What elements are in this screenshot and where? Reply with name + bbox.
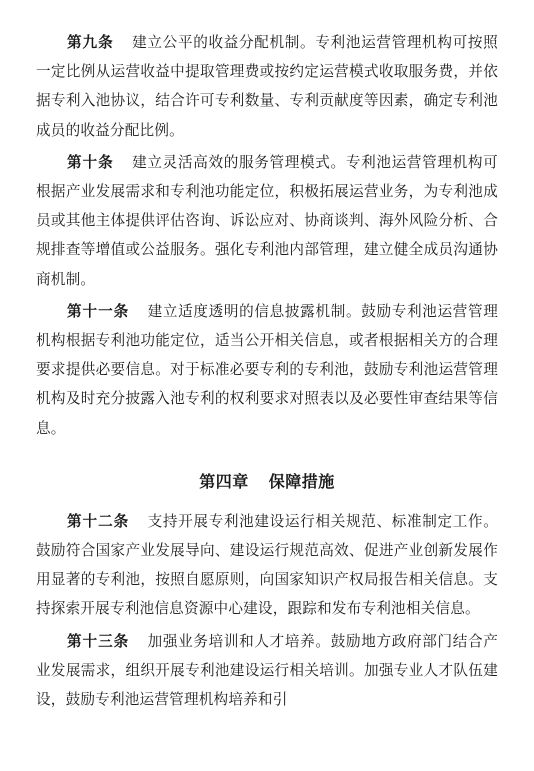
article-label: 第十二条 [67,512,130,530]
article-text: 支持开展专利池建设运行相关规范、标准制定工作。鼓励符合国家产业发展导向、建设运行规范高效、促进产业创新发展作用显著的专利池，按照自愿原则，向国家知识产权局报告相关信息。支持探索开展专利池信息资源中心建设，跟踪和发布专利池相关信息。 [36,512,498,618]
article-label: 第十条 [67,153,114,171]
article-10 [36,148,498,294]
article-text: 建立适度透明的信息披露机制。鼓励专利池运营管理机构根据专利池功能定位，适当公开相关信息，或者根据相关方的合理要求提供必要信息。对于标准必要专利的专利池，鼓励专利池运营管理机构及时充分披露入池专利的权利要求对照表以及必要性审查结果等信息。 [36,302,498,437]
article-12 [36,507,498,624]
document-page [36,28,498,714]
article-9 [36,28,498,145]
chapter-heading [36,467,498,497]
article-label: 第十一条 [67,302,130,320]
article-11 [36,297,498,443]
article-label: 第十三条 [67,632,130,650]
chapter-title: 保障措施 [268,471,335,491]
article-13 [36,627,498,715]
article-text: 建立灵活高效的服务管理模式。专利池运营管理机构可根据产业发展需求和专利池功能定位，积极拓展运营业务，为专利池成员或其他主体提供评估咨询、诉讼应对、协商谈判、海外风险分析、合规排查等增值或公益服务。强化专利池内部管理，建立健全成员沟通协商机制。 [36,153,498,288]
article-text: 建立公平的收益分配机制。专利池运营管理机构可按照一定比例从运营收益中提取管理费或按约定运营模式收取服务费，并依据专利入池协议，结合许可专利数量、专利贡献度等因素，确定专利池成员的收益分配比例。 [36,34,498,139]
article-label: 第九条 [67,34,114,51]
article-text: 加强业务培训和人才培养。鼓励地方政府部门结合产业发展需求，组织开展专利池建设运行相关培训。加强专业人才队伍建设，鼓励专利池运营管理机构培养和引 [36,632,498,709]
chapter-number: 第四章 [199,471,249,491]
